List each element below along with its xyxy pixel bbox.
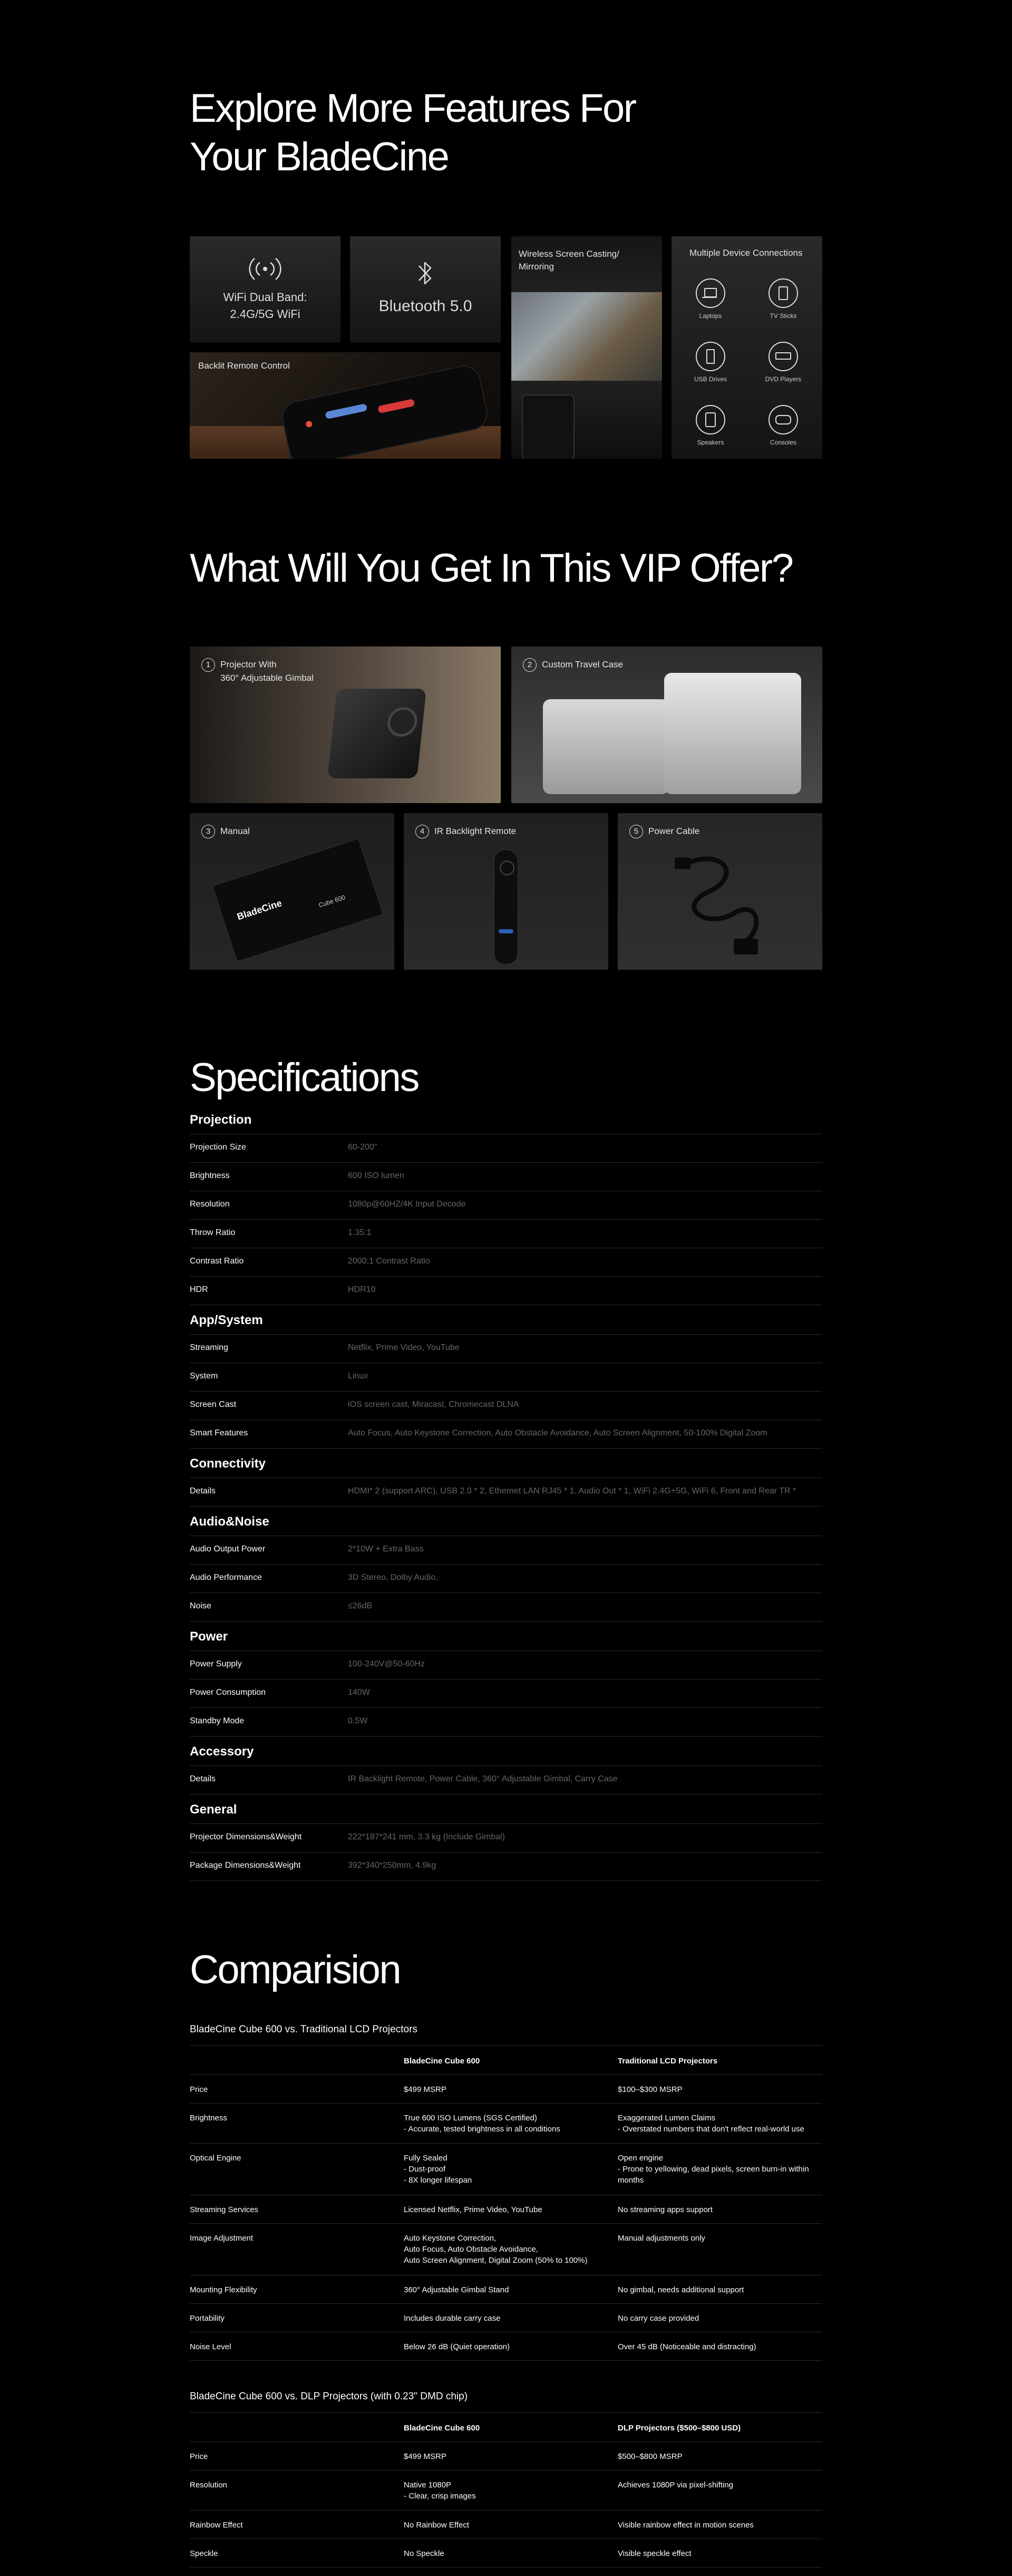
device-consoles: Consoles bbox=[746, 405, 820, 446]
spec-row: Noise ≤26dB bbox=[190, 1593, 822, 1622]
devices-title: Multiple Device Connections bbox=[689, 248, 803, 258]
spec-row: Screen Cast iOS screen cast, Miracast, Chromecast DLNA bbox=[190, 1391, 822, 1420]
comparison-row: Portability Includes durable carry case No carry case provided bbox=[190, 2303, 822, 2332]
mirroring-feature-card bbox=[511, 236, 662, 459]
spec-row: Package Dimensions&Weight 392*340*250mm, 4.9kg bbox=[190, 1852, 822, 1881]
wifi-feature-label: WiFi Dual Band: 2.4G/5G WiFi bbox=[223, 291, 307, 321]
wifi-icon bbox=[244, 254, 286, 284]
spec-category-accessory: Accessory bbox=[190, 1736, 822, 1766]
comparison-row: Image Adjustment Auto Keystone Correction, Auto Focus, Auto Obstacle Avoidance, Auto Screen Alignment, Digital Zoom (50% to 100%) Manual adjustments only bbox=[190, 2223, 822, 2275]
spec-row: Projection Size 60-200" bbox=[190, 1134, 822, 1163]
comparison-header-row: BladeCine Cube 600 Traditional LCD Projectors bbox=[190, 2046, 822, 2075]
manual-brand-text: BladeCine bbox=[236, 898, 284, 922]
device-speakers: Speakers bbox=[674, 405, 747, 446]
remote-feature-card bbox=[190, 352, 501, 459]
spec-row: Details IR Backlight Remote, Power Cable, 360° Adjustable Gimbal, Carry Case bbox=[190, 1765, 822, 1794]
gamepad-icon bbox=[768, 405, 798, 435]
mirroring-phone-image bbox=[522, 394, 575, 459]
vip-item-power-cable bbox=[618, 813, 822, 970]
spec-category-general: General bbox=[190, 1794, 822, 1824]
spec-row: Streaming Netflix, Prime Video, YouTube bbox=[190, 1334, 822, 1363]
comparison-header-row: BladeCine Cube 600 DLP Projectors ($500–$800 USD) bbox=[190, 2413, 822, 2442]
comparison-row: Streaming Services Licensed Netflix, Prime Video, YouTube No streaming apps support bbox=[190, 2195, 822, 2224]
spec-category-power: Power bbox=[190, 1621, 822, 1651]
comparison-caption-dlp: BladeCine Cube 600 vs. DLP Projectors (with 0.23" DMD chip) bbox=[190, 2391, 468, 2402]
travel-case-image bbox=[543, 699, 669, 794]
comparison-caption-lcd: BladeCine Cube 600 vs. Traditional LCD Projectors bbox=[190, 2024, 417, 2035]
vip-item-label: 1 Projector With 360° Adjustable Gimbal bbox=[201, 658, 314, 684]
comparison-row: Brightness True 600 ISO Lumens (SGS Certified) - Accurate, tested brightness in all conditions Exaggerated Lumen Claims - Overstated numbers that don't reflect real-world use bbox=[190, 2103, 822, 2144]
spec-row: HDR HDR10 bbox=[190, 1276, 822, 1305]
spec-row: Resolution 1080p@60HZ/4K Input Decode bbox=[190, 1191, 822, 1220]
vip-title: What Will You Get In This VIP Offer? bbox=[190, 546, 793, 591]
usb-drive-icon bbox=[696, 342, 725, 371]
comparison-row: Mounting Flexibility 360° Adjustable Gimbal Stand No gimbal, needs additional support bbox=[190, 2275, 822, 2304]
spec-row: Audio Output Power 2*10W + Extra Bass bbox=[190, 1536, 822, 1565]
spec-category-app-system: App/System bbox=[190, 1305, 822, 1335]
dvd-player-icon bbox=[768, 342, 798, 371]
device-usb-drives: USB Drives bbox=[674, 342, 747, 383]
wifi-feature-card bbox=[190, 236, 340, 343]
laptop-icon bbox=[696, 278, 725, 308]
vip-item-label: 2 Custom Travel Case bbox=[523, 658, 623, 672]
spec-row: Throw Ratio 1.35:1 bbox=[190, 1219, 822, 1248]
tv-stick-icon bbox=[768, 278, 798, 308]
vip-item-remote bbox=[404, 813, 608, 970]
spec-row: Brightness 600 ISO lumen bbox=[190, 1162, 822, 1191]
manual-model-text: Cube 600 bbox=[317, 893, 346, 909]
comparison-row: Optical Engine Fully Sealed - Dust-proof - 8X longer lifespan Open engine - Prone to yellowing, dead pixels, screen burn-in within months bbox=[190, 2143, 822, 2195]
comparison-title: Comparision bbox=[190, 1947, 401, 1992]
spec-row: System Linux bbox=[190, 1363, 822, 1392]
vip-item-manual bbox=[190, 813, 394, 970]
spec-row: Details HDMI* 2 (support ARC), USB 2.0 * 2, Ethernet LAN RJ45 * 1, Audio Out * 1, WiFi 2.4G+5G, WiFi 6, Front and Rear TR * bbox=[190, 1478, 822, 1507]
spec-row: Contrast Ratio 2000:1 Contrast Ratio bbox=[190, 1248, 822, 1277]
bluetooth-feature-label: Bluetooth 5.0 bbox=[378, 297, 472, 315]
projector-image bbox=[327, 689, 426, 778]
comparison-row: Noise Level Below 26 dB (Quiet operation) Over 45 dB (Noticeable and distracting) bbox=[190, 2332, 822, 2361]
vip-item-projector bbox=[190, 647, 501, 803]
mirroring-feature-label: Wireless Screen Casting/ Mirroring bbox=[519, 249, 619, 272]
mirroring-screen-image bbox=[511, 292, 662, 381]
remote-feature-label: Backlit Remote Control bbox=[198, 361, 290, 371]
vip-item-label: 4 IR Backlight Remote bbox=[415, 825, 516, 838]
spec-row: Smart Features Auto Focus, Auto Keystone Correction, Auto Obstacle Avoidance, Auto Screen Alignment, 50-100% Digital Zoom bbox=[190, 1420, 822, 1449]
vip-item-label: 3 Manual bbox=[201, 825, 250, 838]
spec-row: Standby Mode 0.5W bbox=[190, 1707, 822, 1736]
spec-row: Audio Performance 3D Stereo, Dolby Audio, bbox=[190, 1564, 822, 1593]
bluetooth-feature-card bbox=[350, 236, 501, 343]
spec-row: Power Consumption 140W bbox=[190, 1679, 822, 1708]
devices-feature-card bbox=[672, 236, 822, 459]
spec-row: Projector Dimensions&Weight 222*187*241 mm, 3.3 kg (Include Gimbal) bbox=[190, 1824, 822, 1853]
vip-item-label: 5 Power Cable bbox=[629, 825, 699, 838]
vip-item-travel-case bbox=[511, 647, 822, 803]
speaker-icon bbox=[696, 405, 725, 435]
device-dvd-players: DVD Players bbox=[746, 342, 820, 383]
spec-category-audio-noise: Audio&Noise bbox=[190, 1506, 822, 1536]
comparison-row: Price $499 MSRP $100–$300 MSRP bbox=[190, 2075, 822, 2104]
ir-remote-image bbox=[494, 850, 518, 964]
spec-row: Power Supply 100-240V@50-60Hz bbox=[190, 1651, 822, 1680]
features-section bbox=[190, 84, 636, 181]
device-tv-sticks: TV Sticks bbox=[746, 278, 820, 320]
spec-category-connectivity: Connectivity bbox=[190, 1448, 822, 1478]
comparison-row: Speckle No Speckle Visible speckle effect bbox=[190, 2539, 822, 2568]
spec-category-projection: Projection bbox=[190, 1104, 822, 1134]
power-cable-image bbox=[660, 845, 781, 961]
comparison-row: Resolution Native 1080P - Clear, crisp images Achieves 1080P via pixel-shifting bbox=[190, 2470, 822, 2511]
device-laptops: Laptops bbox=[674, 278, 747, 320]
comparison-row: Rainbow Effect No Rainbow Effect Visible rainbow effect in motion scenes bbox=[190, 2510, 822, 2539]
comparison-row: Price $499 MSRP $500–$800 MSRP bbox=[190, 2442, 822, 2471]
bluetooth-icon bbox=[415, 257, 436, 289]
features-title: Explore More Features For Your BladeCine bbox=[190, 86, 636, 179]
specifications-title: Specifications bbox=[190, 1055, 419, 1100]
manual-image bbox=[213, 839, 383, 961]
